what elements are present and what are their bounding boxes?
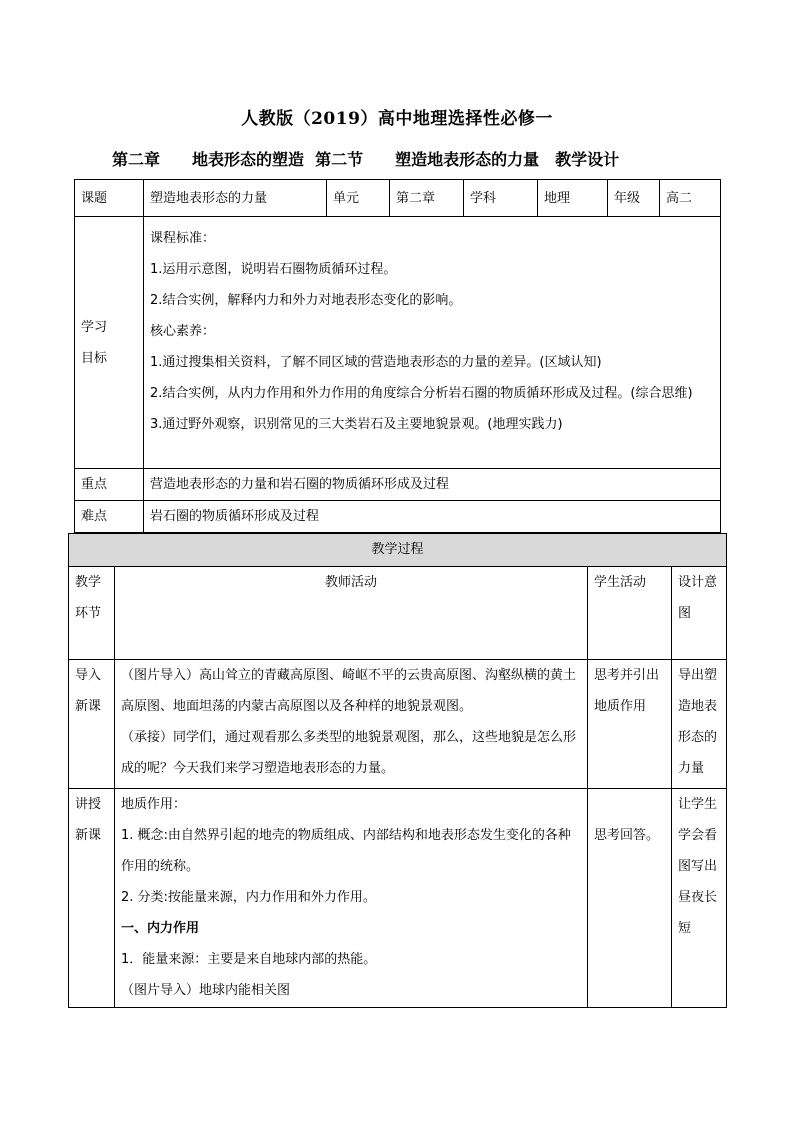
goal-line: 1.通过搜集相关资料，了解不同区域的营造地表形态的力量的差异。(区域认知) (150, 355, 602, 370)
student-new-lesson: 思考回答。 (588, 789, 672, 1008)
document-title: 人教版（2019）高中地理选择性必修一 (241, 109, 553, 129)
grade-label: 年级 (608, 180, 660, 217)
intent-intro: 导出塑造地表形态的力量 (672, 660, 727, 789)
goal-line: 2.结合实例，解释内力和外力对地表形态变化的影响。 (150, 293, 462, 308)
course-label: 课题 (75, 180, 144, 217)
document-subtitle: 第二章 地表形态的塑造 第二节 塑造地表形态的力量 教学设计 (112, 150, 620, 169)
col-stage: 教学环节 (69, 567, 115, 660)
teacher-line: （图片导入）地球内能相关图 (121, 983, 291, 998)
col-intent: 设计意图 (672, 567, 727, 660)
teacher-line: （图片导入）高山耸立的青藏高原图、崎岖不平的云贵高原图、沟壑纵横的黄土高原图、地面坦荡的内蒙古高原图以及各种样的地貌景观图。 (121, 668, 577, 714)
unit-value: 第二章 (390, 180, 464, 217)
col-student: 学生活动 (588, 567, 672, 660)
info-table (74, 179, 721, 533)
goals-label (75, 217, 144, 469)
goal-line: 核心素养： (150, 324, 216, 339)
stage-intro: 导入新课 (69, 660, 115, 789)
process-header: 教学过程 (69, 534, 727, 567)
teacher-line: 2. 分类:按能量来源，内力作用和外力作用。 (121, 890, 376, 905)
difficulty-value: 岩石圈的物质循环形成及过程 (144, 501, 721, 533)
teacher-line: 1. 概念:由自然界引起的地壳的物质组成、内部结构和地表形态发生变化的各种作用的统称。 (121, 828, 571, 874)
teacher-line: （承接）同学们，通过观看那么多类型的地貌景观图，那么，这些地貌是怎么形成的呢？今天我们来学习塑造地表形态的力量。 (121, 730, 577, 776)
col-teacher: 教师活动 (115, 567, 588, 660)
subject-label: 学科 (464, 180, 538, 217)
goals-label-line2: 目标 (81, 350, 108, 366)
goals-label-line1: 学习 (81, 319, 108, 335)
student-intro: 思考并引出地质作用 (588, 660, 672, 789)
focus-label: 重点 (75, 469, 144, 501)
subject-value: 地理 (538, 180, 608, 217)
stage-new-lesson: 讲授新课 (69, 789, 115, 1008)
intent-new-lesson: 让学生学会看图写出昼夜长短 (672, 789, 727, 1008)
teacher-line: 一、内力作用 (121, 921, 200, 936)
teacher-line: 地质作用： (121, 797, 187, 812)
teacher-new-lesson (115, 789, 588, 1008)
goal-line: 2.结合实例，从内力作用和外力作用的角度综合分析岩石圈的物质循环形成及过程。(综合思维) (150, 386, 693, 401)
focus-value: 营造地表形态的力量和岩石圈的物质循环形成及过程 (144, 469, 721, 501)
unit-label: 单元 (327, 180, 390, 217)
teacher-line: 1．能量来源：主要是来自地球内部的热能。 (121, 952, 377, 967)
goals-content (144, 217, 721, 469)
teacher-intro (115, 660, 588, 789)
process-table (68, 533, 727, 1008)
goal-line: 3.通过野外观察，识别常见的三大类岩石及主要地貌景观。(地理实践力) (150, 417, 563, 432)
difficulty-label: 难点 (75, 501, 144, 533)
goal-line: 课程标准： (150, 231, 216, 246)
course-value: 塑造地表形态的力量 (144, 180, 327, 217)
goal-line: 1.运用示意图，说明岩石圈物质循环过程。 (150, 262, 397, 277)
grade-value: 高二 (660, 180, 721, 217)
